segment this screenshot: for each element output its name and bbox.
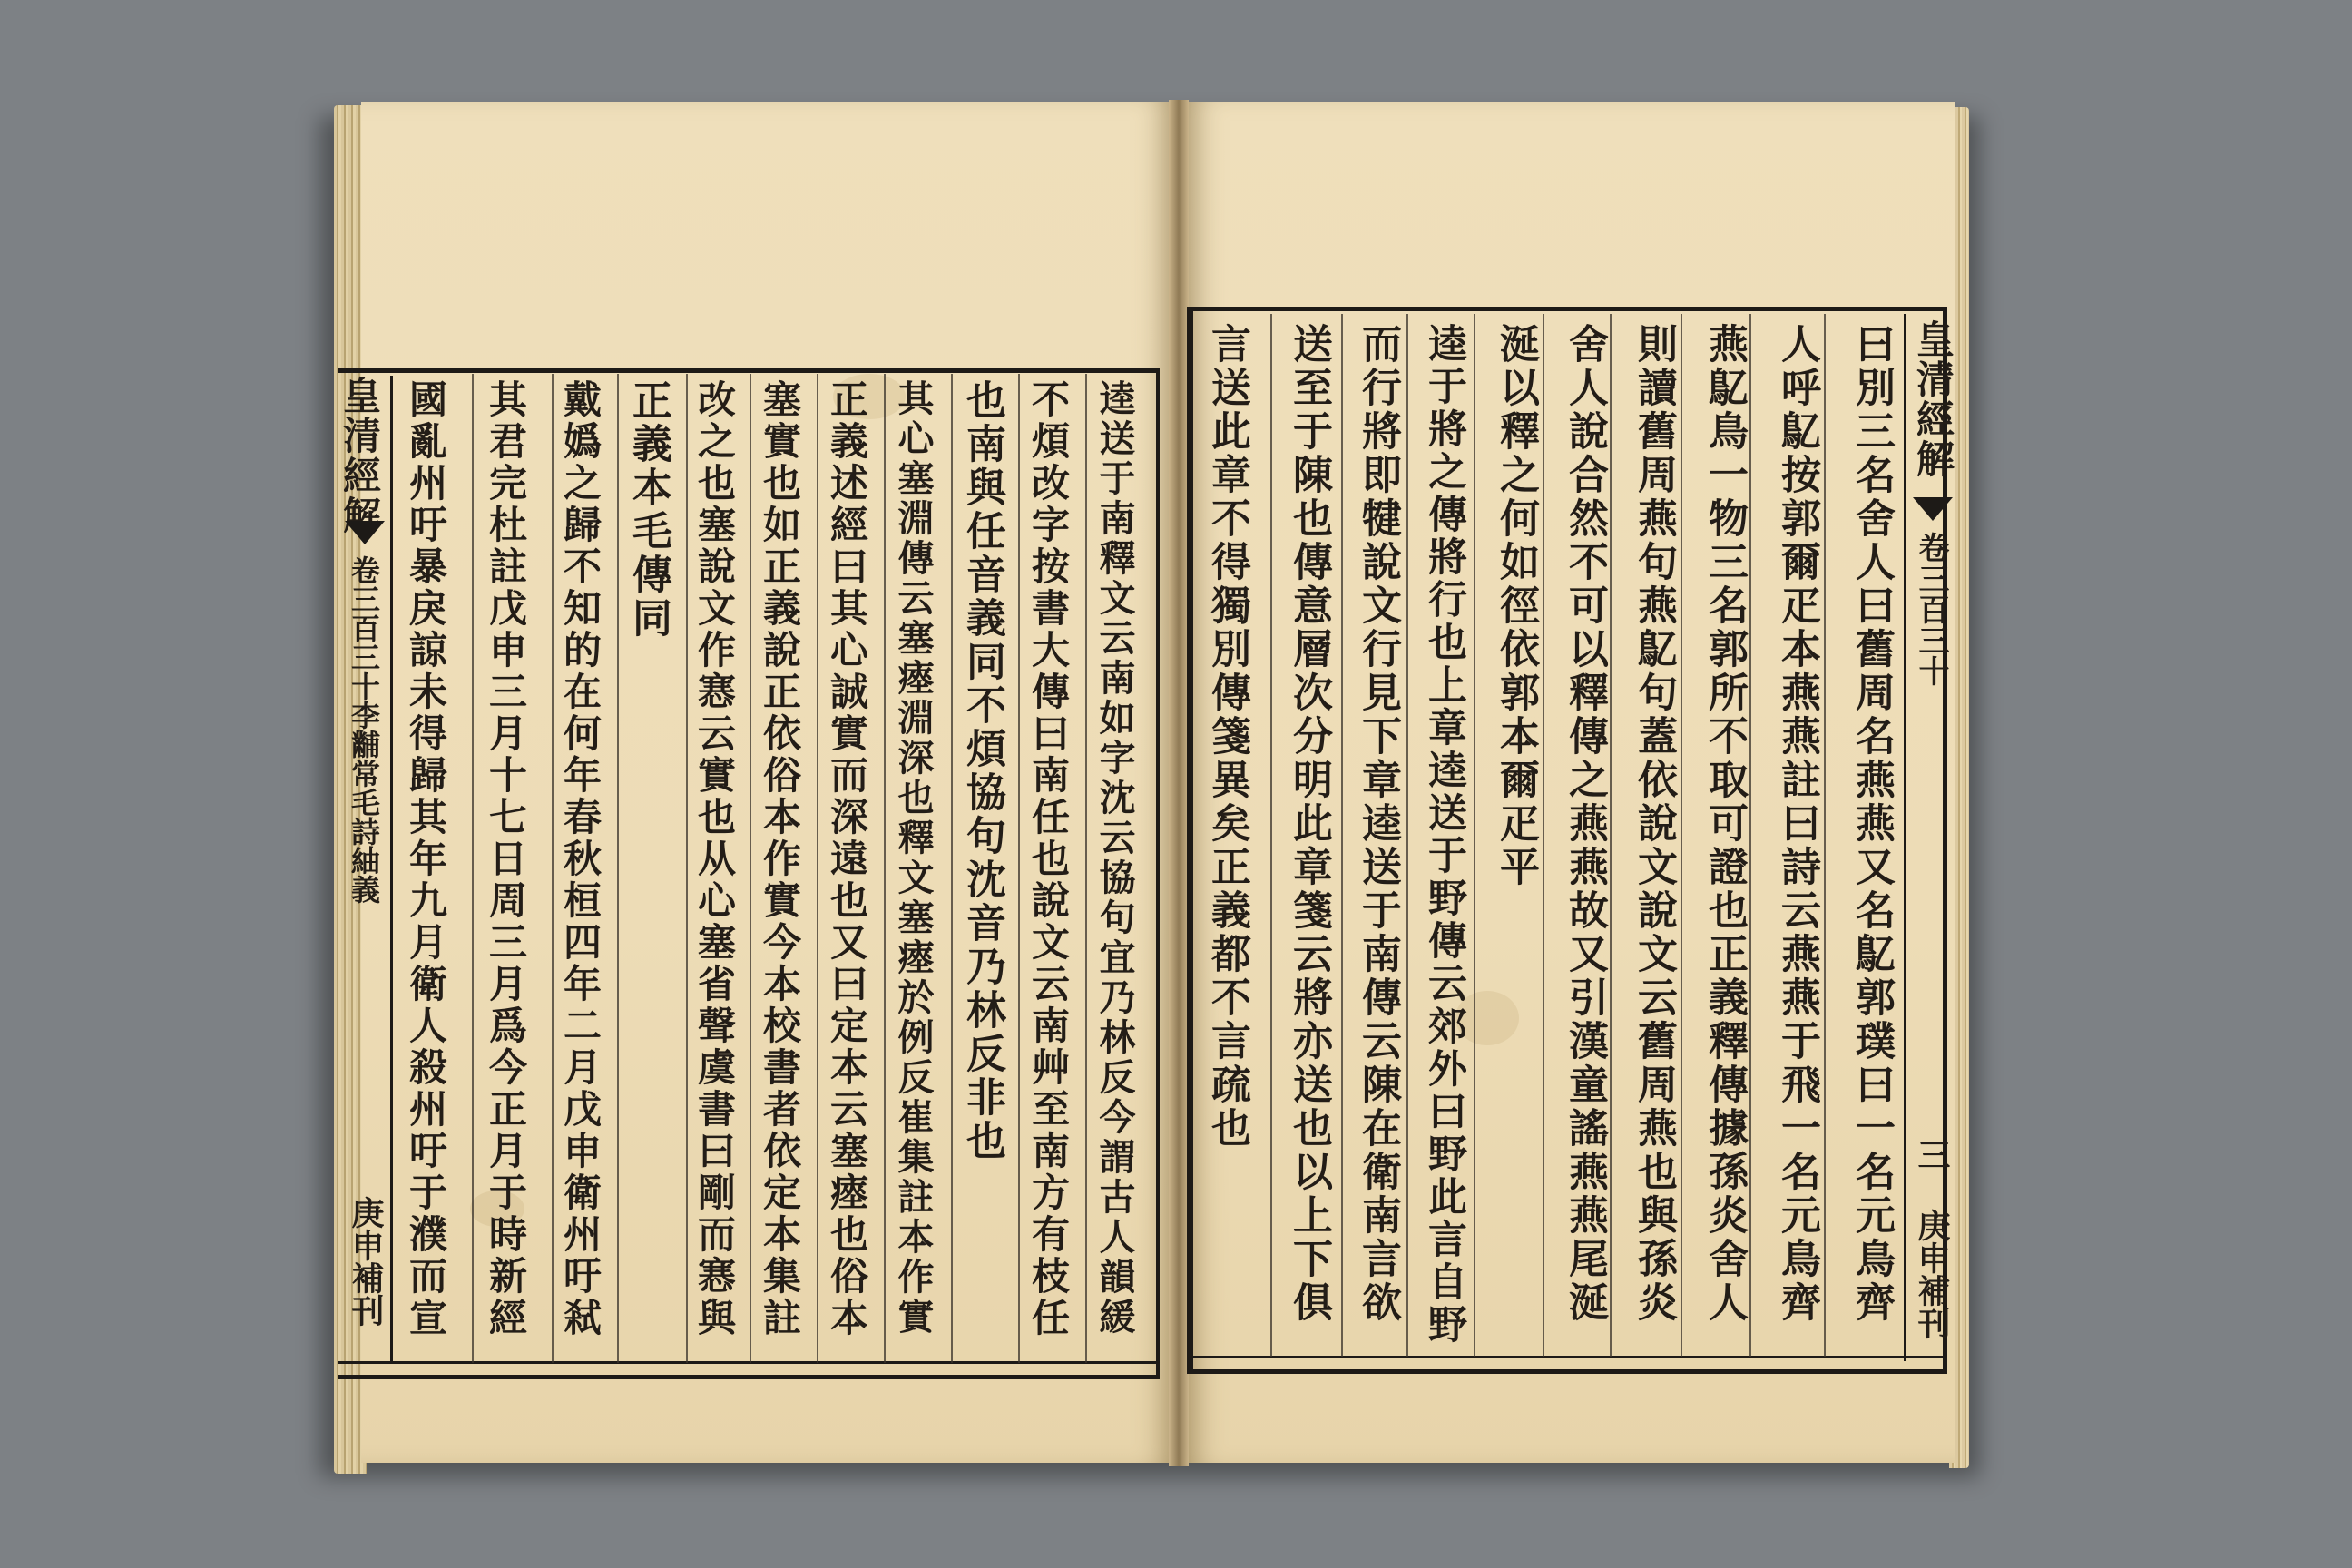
right-margin-subtitle: 卷三百三十 — [1913, 532, 1949, 686]
text-column: 逵送于南釋文云南如字沈云協句宜乃林反今謂古人韻緩 — [1093, 379, 1136, 1338]
column-rule — [686, 374, 688, 1363]
column-rule — [817, 374, 818, 1363]
column-rule — [1610, 314, 1612, 1357]
text-column: 涎以釋之何如徑依郭本爾疋平 — [1493, 323, 1539, 889]
book-gutter — [1169, 100, 1189, 1466]
column-rule — [1085, 374, 1087, 1363]
text-column: 則讀舊周燕句燕鳦句蓋依說文說文云舊周燕也與孫炎 — [1631, 323, 1677, 1325]
left-margin-footer: 庚申補刊 — [347, 1196, 385, 1327]
left-bottom-rule — [338, 1361, 1160, 1364]
text-column: 改之也塞說文作㥶云實也从心塞省聲虞書曰剛而㥶與 — [692, 379, 737, 1339]
text-column: 也南與任音義同不煩協句沈音乃林反非也 — [959, 379, 1005, 1163]
column-rule — [1681, 314, 1682, 1357]
column-rule — [1341, 314, 1343, 1357]
fish-tail-mark — [345, 521, 385, 544]
column-rule — [1543, 314, 1544, 1357]
right-margin-footer: 三 庚申補刊 — [1913, 1138, 1951, 1339]
text-column: 言送此章不得獨別傳箋異矣正義都不言疏也 — [1204, 323, 1250, 1151]
text-column: 戴嬀之歸不知的在何年春秋桓四年二月戊申衛州吁弒 — [558, 379, 603, 1339]
text-column: 人呼鳦按郭爾疋本燕燕註曰詩云燕燕于飛一名元鳥齊 — [1774, 323, 1820, 1325]
text-column: 正義本毛傳同 — [625, 379, 671, 641]
text-column: 舍人說合然不可以釋傳之燕燕故又引漢童謠燕燕尾涎 — [1562, 323, 1608, 1325]
text-column: 曰別三名舍人曰舊周名燕燕又名鳦郭璞曰一名元鳥齊 — [1848, 323, 1895, 1325]
left-margin-subtitle: 卷三百三十李黼常毛詩紬義 — [347, 555, 381, 904]
text-column: 塞實也如正義說正依俗本作實今本校書者依定本集註 — [758, 379, 802, 1339]
column-rule — [951, 374, 953, 1363]
column-rule — [1824, 314, 1826, 1357]
column-rule — [617, 374, 619, 1363]
text-column: 其心塞淵傳云塞瘞淵深也釋文塞瘞於例反崔集註本作實 — [892, 379, 935, 1338]
text-column: 國亂州吁暴戾諒未得歸其年九月衛人殺州吁于濮而宣 — [404, 379, 448, 1339]
column-rule — [1474, 314, 1475, 1357]
text-column: 燕鳦鳥一物三名郭所不取可證也正義釋傳據孫炎舍人 — [1701, 323, 1748, 1325]
column-rule — [750, 374, 751, 1363]
fish-tail-mark — [1913, 497, 1953, 521]
right-margin-title: 皇清經解 — [1911, 319, 1955, 479]
left-margin-rule — [390, 376, 393, 1363]
column-rule — [1018, 374, 1020, 1363]
column-rule — [884, 374, 886, 1363]
text-column: 正義述經曰其心誠實而深遠也又曰定本云塞瘞也俗本 — [825, 379, 869, 1339]
column-rule — [1406, 314, 1408, 1357]
column-rule — [1270, 314, 1272, 1357]
left-margin-title: 皇清經解 — [338, 376, 382, 535]
text-column: 不煩改字按書大傳曰南任也說文云南艸至南方有枝任 — [1026, 379, 1071, 1339]
column-rule — [472, 374, 474, 1363]
text-column: 逵于將之傳將行也上章逵送于野傳云郊外曰野此言自野 — [1422, 323, 1467, 1347]
right-bottom-rule — [1187, 1356, 1947, 1358]
text-column: 其君完杜註戊申三月十七日周三月爲今正月于時新經 — [484, 379, 528, 1339]
text-column: 送至于陳也傳意層次分明此章箋云將亦送也以上下俱 — [1286, 323, 1332, 1325]
text-column: 而行將即犍說文行見下章逵送于南傳云陳在衛南言欲 — [1355, 323, 1401, 1325]
column-rule — [1749, 314, 1751, 1357]
column-rule — [552, 374, 554, 1363]
